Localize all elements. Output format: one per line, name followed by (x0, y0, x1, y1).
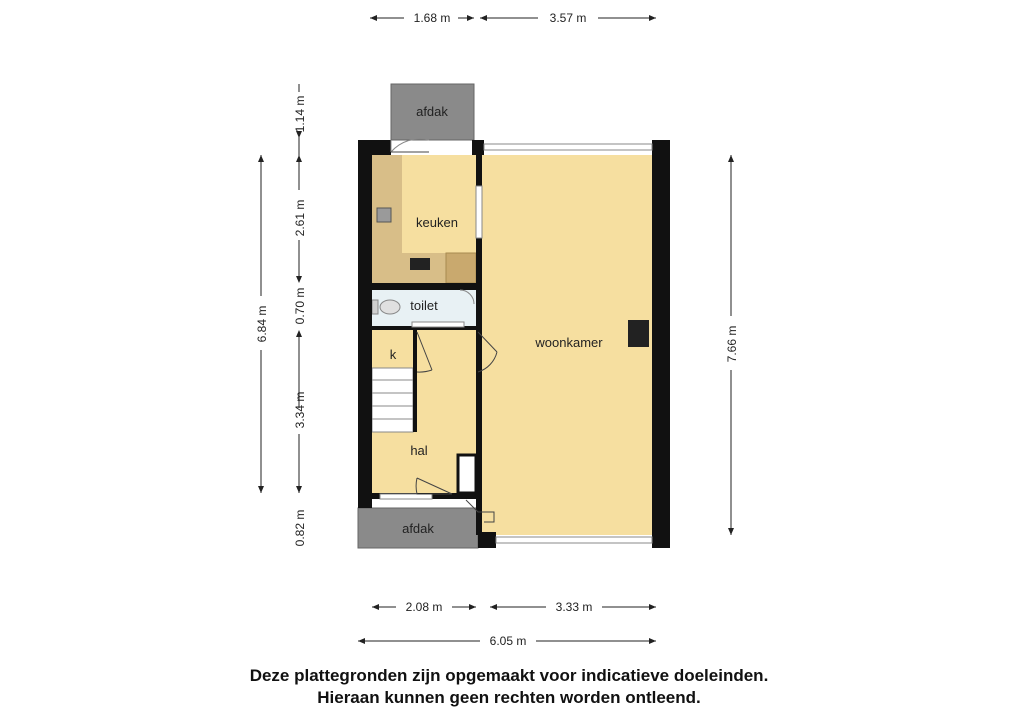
dimension-label: 7.66 m (725, 325, 739, 363)
toilet-tank (372, 300, 378, 314)
dimension-left-keuken: 2.61 m (293, 199, 307, 237)
room-label-woonkamer: woonkamer (535, 335, 603, 350)
wall-outer-right (652, 140, 670, 548)
dimension-bottom-left (372, 600, 476, 614)
window-hal-bottom (380, 494, 432, 499)
dimension-label: 1.68 m (413, 11, 451, 25)
dimension-left-afdak-bottom: 0.82 m (293, 509, 307, 547)
disclaimer-line-1: Deze plattegronden zijn opgemaakt voor indicatieve doeleinden. (249, 666, 769, 685)
dimension-top-left (370, 11, 474, 25)
dimension-left-toilet: 0.70 m (293, 287, 307, 325)
disclaimer-line-2: Hieraan kunnen geen rechten worden ontleend. (317, 688, 701, 707)
wall-keuken-toilet (372, 283, 476, 290)
window-top-woonkamer (484, 144, 652, 150)
window-kitchen-divider (476, 186, 482, 238)
kitchen-sink (377, 208, 391, 222)
dimension-bottom-total (358, 634, 656, 648)
dimension-label: 3.57 m (549, 11, 587, 25)
room-label-toilet: toilet (410, 298, 438, 313)
toilet-bowl (380, 300, 400, 314)
room-label-afdak-top: afdak (416, 104, 448, 119)
room-label-hal: hal (410, 443, 428, 458)
stove-block (628, 320, 649, 347)
wall-bottom-corner (478, 532, 496, 548)
dimension-left-afdak: 1.14 m (293, 95, 307, 133)
room-label-keuken: keuken (416, 215, 458, 230)
room-label-k: k (389, 347, 397, 362)
dimension-bottom-right (490, 600, 656, 614)
dimension-label: 2.08 m (405, 600, 443, 614)
window-bottom-woonkamer (496, 537, 652, 543)
kitchen-stove (410, 258, 430, 270)
window-toilet (412, 322, 464, 327)
dimension-left-hal: 3.34 m (293, 391, 307, 429)
wall-meter-cupboard (458, 455, 476, 493)
dimension-left-total (255, 155, 269, 493)
wall-stair-side (413, 330, 417, 432)
kitchen-appliance (446, 253, 476, 283)
dimension-label: 6.84 m (255, 305, 269, 343)
room-label-afdak-bottom: afdak (402, 521, 434, 536)
door-kitchen-back (391, 139, 429, 152)
dimension-label: 3.33 m (555, 600, 593, 614)
dimension-label: 6.05 m (489, 634, 527, 648)
stairs (372, 368, 413, 432)
wall-outer-left (358, 140, 372, 508)
wall-top-left (358, 140, 391, 155)
dimension-top-right (480, 11, 656, 25)
dimension-right-total (725, 155, 739, 535)
